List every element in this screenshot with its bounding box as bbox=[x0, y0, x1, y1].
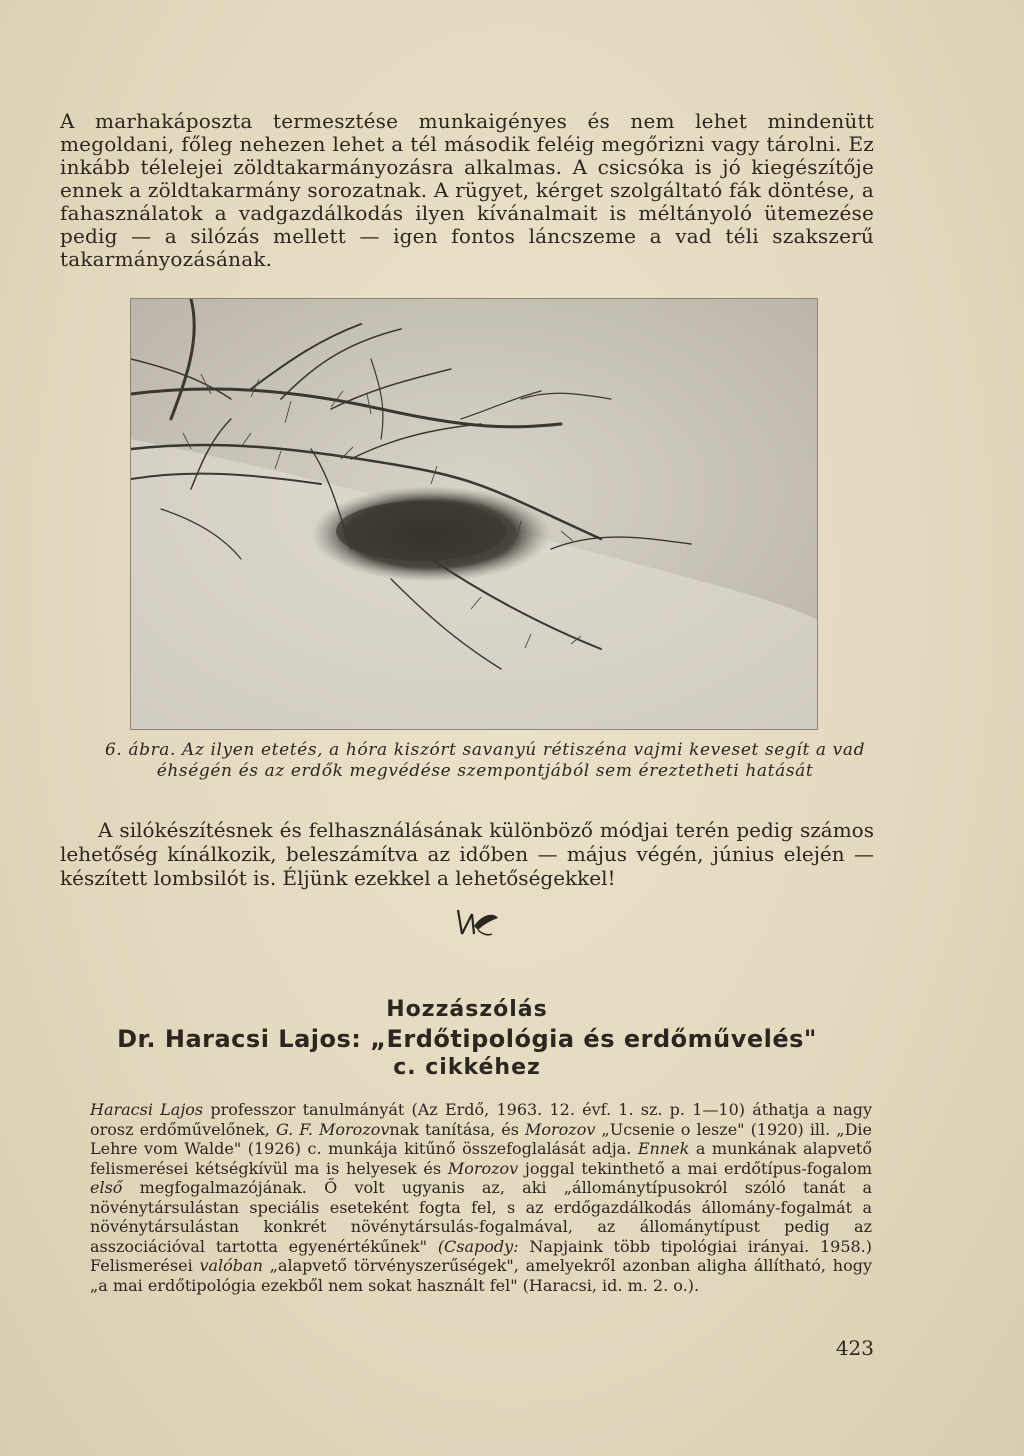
intro-text: A marhakáposzta termesztése munkaigényes és nem lehet mindenütt megoldani, főleg nehezen lehet a tél második feléig megőrizni vagy tárolni. Ez inkább télelejei zöldtakarmányozásra alkalmas. A csicsóka is jó kiegészítője ennek a zöldtakarmány sorozatnak. A rügyet, kérget szolgáltató fák döntése, a fahasználatok a vadgazdálkodás ilyen kívánalmait is méltányoló ütemezése pedig — a silózás mellett — igen fontos láncszeme a vad téli szakszerű takarmányozásának. bbox=[60, 109, 874, 271]
snow-branches-photo bbox=[131, 299, 817, 729]
heading-line-3: c. cikkéhez bbox=[393, 1055, 541, 1080]
body-span: megfogalmazójának. Ő volt ugyanis az, aki „állománytípusokról szóló tanát a növénytársulástan speciális eseteként fogta fel, s az erdőgazdálkodás állomány-fogalmát a növénytársulástan konkrét növénytársulás-fogalmával, az állománytípust pedig az asszociációval tartotta egyenértékűnek" bbox=[90, 1178, 872, 1256]
body-em: Ennek bbox=[637, 1139, 690, 1158]
body-em: Morozov bbox=[524, 1119, 596, 1139]
author-name: Haracsi Lajos bbox=[90, 1100, 204, 1119]
heading-line-1: Hozzászólás bbox=[386, 997, 548, 1022]
body-em: első bbox=[90, 1178, 123, 1197]
body-span: „Ucsenie o lesze" (1920) ill. „Die Lehre vom Walde" (1926) c. munkája kitűnő összefoglalását adja. bbox=[90, 1119, 873, 1158]
body-span: professzor tanulmányát (Az Erdő, 1963. 12. évf. 1. sz. p. 1—10) áthatja a nagy orosz erdőművelőnek, bbox=[90, 1100, 873, 1139]
body-em: Morozov bbox=[447, 1158, 519, 1178]
body-span: a munkának alapvető felismerései kétségkívül ma is helyesek és bbox=[90, 1139, 872, 1178]
figure-caption: 6. ábra. Az ilyen etetés, a hóra kiszórt savanyú rétiszéna vajmi keveset segít a vad éhségén és az erdők megvédése szempontjából sem éreztetheti hatását bbox=[104, 740, 866, 781]
body-em: valóban bbox=[199, 1256, 263, 1275]
second-paragraph-text: A silókészítésnek és felhasználásának különböző módjai terén pedig számos lehetőség kínálkozik, beleszámítva az időben — május végén, június elején — készített lombsilót is. Éljünk ezekkel a lehetőségekkel! bbox=[60, 818, 874, 890]
article-body-text bbox=[90, 1100, 872, 1295]
body-span: joggal tekinthető a mai erdőtípus-fogalom bbox=[518, 1158, 873, 1178]
article-body bbox=[90, 1100, 872, 1295]
fleuron-ornament-icon bbox=[452, 904, 502, 944]
figure-photo bbox=[130, 298, 818, 730]
body-span: Napjaink több tipológiai irányai. 1958.) Felismerései bbox=[90, 1236, 873, 1275]
second-paragraph bbox=[60, 818, 874, 890]
page-number: 423 bbox=[835, 1336, 874, 1360]
body-span: nak tanítása, és bbox=[389, 1119, 525, 1139]
heading-line-2: Dr. Haracsi Lajos: „Erdőtipológia és erdőművelés" bbox=[117, 1025, 817, 1053]
body-span: „alapvető törvényszerűségek", amelyekről azonban aligha állítható, hogy „a mai erdőtipológia ezekből nem sokat használt fel" (Haracsi, id. m. 2. o.). bbox=[90, 1256, 872, 1295]
body-em: (Csapody: bbox=[437, 1236, 519, 1256]
article-heading bbox=[60, 996, 874, 1082]
intro-paragraph bbox=[60, 110, 874, 271]
body-em: G. F. Morozov bbox=[275, 1119, 390, 1139]
